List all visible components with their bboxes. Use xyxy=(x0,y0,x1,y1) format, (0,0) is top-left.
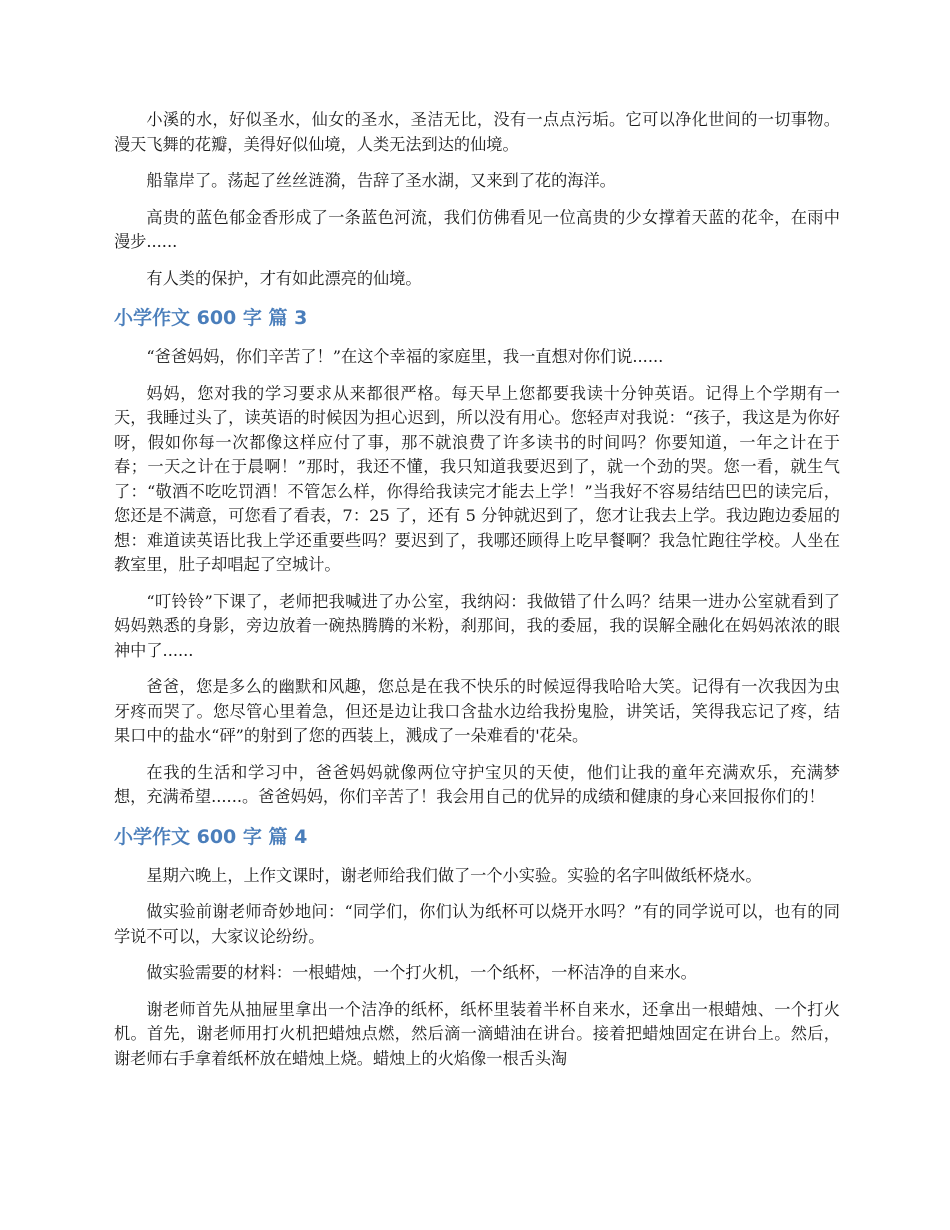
paragraph: 星期六晚上，上作文课时，谢老师给我们做了一个小实验。实验的名字叫做纸杯烧水。 xyxy=(146,865,762,885)
paragraph: “叮铃铃”下课了，老师把我喊进了办公室，我纳闷：我做错了什么吗？结果一进办公室就看到了妈妈熟悉的身影，旁边放着一碗热腾腾的米粉，刹那间，我的委屈，我的误解全融化在妈妈浓浓的眼神中了...... xyxy=(114,591,840,660)
paragraph: 谢老师首先从抽屉里拿出一个洁净的纸杯，纸杯里装着半杯自来水，还拿出一根蜡烛、一个打火机。首先，谢老师用打火机把蜡烛点燃，然后滴一滴蜡油在讲台。接着把蜡烛固定在讲台上。然后，谢老师右手拿着纸杯放在蜡烛上烧。蜡烛上的火焰像一根舌头淘 xyxy=(114,999,840,1068)
paragraph: 爸爸，您是多么的幽默和风趣，您总是在我不快乐的时候逗得我哈哈大笑。记得有一次我因为虫牙疼而哭了。您尽管心里着急，但还是边让我口含盐水边给我扮鬼脸，讲笑话，笑得我忘记了疼，结果口中的盐水“砰”的射到了您的西装上，溅成了一朵难看的'花朵。 xyxy=(114,677,840,745)
paragraph: 做实验前谢老师奇妙地问：“同学们，你们认为纸杯可以烧开水吗？”有的同学说可以，也有的同学说不可以，大家议论纷纷。 xyxy=(114,902,840,946)
paragraph: 小溪的水，好似圣水，仙女的圣水，圣洁无比，没有一点点污垢。它可以净化世间的一切事物。漫天飞舞的花瓣，美得好似仙境，人类无法到达的仙境。 xyxy=(114,110,840,154)
paragraph: 妈妈，您对我的学习要求从来都很严格。每天早上您都要我读十分钟英语。记得上个学期有一天，我睡过头了，读英语的时候因为担心迟到，所以没有用心。您轻声对我说：“孩子，我这是为你好呀，假如你每一次都像这样应付了事，那不就浪费了许多读书的时间吗？你要知道，一年之计在于春；一天之计在于晨啊！”那时，我还不懂，我只知道我要迟到了，就一个劲的哭。您一看，就生气了：“敬酒不吃吃罚酒！不管怎么样，你得给我读完才能去上学！”当我好不容易结结巴巴的读完后，您还是不满意，可您看了看表，7：25 了，还有 5 分钟就迟到了，您才让我去上学。我边跑边委屈的想：难道读英语比我上学还重要些吗？要迟到了，我哪还顾得上吃早餐啊？我急忙跑往学校。人坐在教室里，肚子却唱起了空城计。 xyxy=(114,383,840,574)
paragraph: “爸爸妈妈，你们辛苦了！”在这个幸福的家庭里，我一直想对你们说...... xyxy=(146,347,664,366)
section-heading: 小学作文 600 字 篇 3 xyxy=(114,307,308,329)
paragraph: 船靠岸了。荡起了丝丝涟漪，告辞了圣水湖，又来到了花的海洋。 xyxy=(146,171,616,190)
paragraph: 在我的生活和学习中，爸爸妈妈就像两位守护宝贝的天使，他们让我的童年充满欢乐，充满梦想，充满希望......。爸爸妈妈，你们辛苦了！我会用自己的优异的成绩和健康的身心来回报你们的！ xyxy=(114,762,840,806)
paragraph: 有人类的保护，才有如此漂亮的仙境。 xyxy=(146,268,422,288)
paragraph: 做实验需要的材料：一根蜡烛，一个打火机，一个纸杯，一杯洁净的自来水。 xyxy=(146,963,697,982)
document-page xyxy=(114,108,840,1083)
section-heading: 小学作文 600 字 篇 4 xyxy=(114,825,308,848)
paragraph: 高贵的蓝色郁金香形成了一条蓝色河流，我们仿佛看见一位高贵的少女撑着天蓝的花伞，在雨中漫步...... xyxy=(114,207,840,251)
